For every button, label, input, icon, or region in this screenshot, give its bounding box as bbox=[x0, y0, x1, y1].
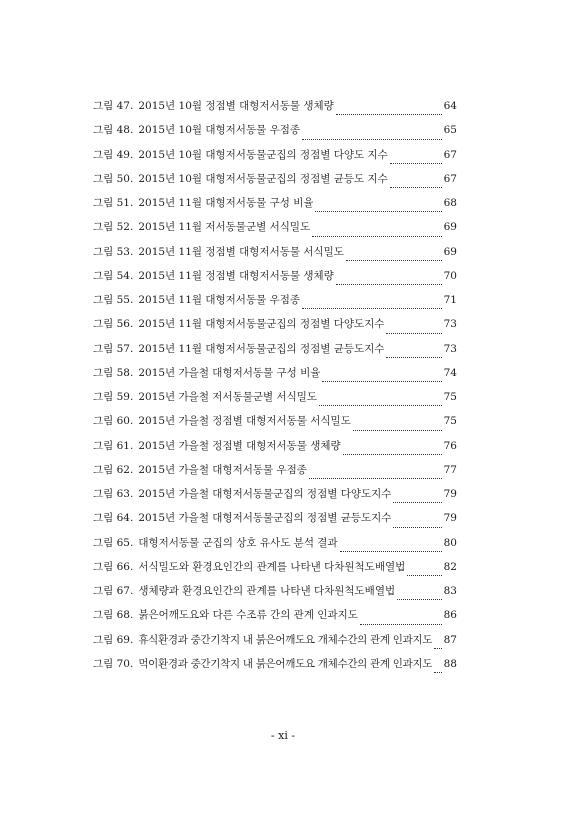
toc-entry[interactable] bbox=[93, 559, 457, 583]
page-number: 71 bbox=[443, 294, 457, 306]
figure-number: 그림 51. bbox=[93, 197, 134, 209]
page-number: 73 bbox=[443, 318, 457, 331]
page-number: 67 bbox=[443, 148, 457, 161]
page-number: 67 bbox=[443, 172, 457, 185]
page-number: 83 bbox=[443, 585, 457, 597]
page-number: 75 bbox=[443, 391, 457, 403]
figure-title: 대형저서동물 군집의 상호 유사도 분석 결과 bbox=[138, 536, 338, 549]
toc-entry[interactable] bbox=[93, 219, 457, 243]
figure-title: 2015년 11월 대형저서동물군집의 정점별 균등도지수 bbox=[138, 342, 385, 355]
page-footer-number: - xi - bbox=[270, 729, 296, 742]
toc-entry[interactable] bbox=[93, 365, 457, 389]
toc-entry[interactable] bbox=[93, 486, 457, 510]
figure-number: 그림 60. bbox=[93, 415, 134, 428]
figure-title: 2015년 가을철 저서동물군별 서식밀도 bbox=[138, 391, 318, 403]
figure-title: 2015년 11월 대형저서동물 우점종 bbox=[138, 294, 300, 306]
figure-title: 2015년 10월 정점별 대형저서동물 생체량 bbox=[138, 100, 334, 112]
dot-leader bbox=[346, 260, 442, 261]
dot-leader bbox=[393, 527, 441, 528]
dot-leader bbox=[343, 454, 442, 455]
dot-leader bbox=[393, 502, 441, 503]
figure-title: 2015년 11월 정점별 대형저서동물 생체량 bbox=[138, 269, 334, 282]
toc-entry[interactable] bbox=[93, 244, 457, 268]
page-number: 88 bbox=[443, 657, 457, 670]
page-number: 69 bbox=[443, 245, 457, 258]
toc-entry[interactable] bbox=[93, 171, 457, 195]
dot-leader bbox=[322, 381, 441, 382]
figure-title: 2015년 11월 저서동물군별 서식밀도 bbox=[138, 221, 311, 234]
figure-title: 2015년 11월 정점별 대형저서동물 서식밀도 bbox=[138, 245, 344, 258]
figure-number: 그림 61. bbox=[93, 439, 134, 452]
toc-entry[interactable] bbox=[93, 341, 457, 365]
figure-title: 2015년 11월 대형저서동물군집의 정점별 다양도지수 bbox=[138, 318, 385, 331]
dot-leader bbox=[390, 163, 442, 164]
figure-number: 그림 55. bbox=[93, 294, 134, 306]
dot-leader bbox=[315, 211, 441, 212]
page-number: 82 bbox=[443, 560, 457, 573]
figure-number: 그림 67. bbox=[93, 585, 134, 597]
toc-entry[interactable] bbox=[93, 389, 457, 413]
page-number: 70 bbox=[443, 269, 457, 282]
page-number: 79 bbox=[443, 512, 457, 525]
figure-number: 그림 48. bbox=[93, 124, 134, 137]
figure-number: 그림 68. bbox=[93, 609, 134, 622]
figure-number: 그림 63. bbox=[93, 488, 134, 500]
dot-leader bbox=[407, 575, 441, 576]
toc-entry[interactable] bbox=[93, 510, 457, 534]
figure-number: 그림 56. bbox=[93, 318, 134, 331]
dot-leader bbox=[336, 114, 442, 115]
page-number: 65 bbox=[443, 124, 457, 137]
figure-title: 2015년 10월 대형저서동물군집의 정점별 균등도 지수 bbox=[138, 172, 388, 185]
figure-title: 2015년 가을철 대형저서동물 구성 비율 bbox=[138, 366, 321, 379]
page-number: 80 bbox=[443, 536, 457, 549]
toc-entry[interactable] bbox=[93, 607, 457, 631]
dot-leader bbox=[386, 333, 441, 334]
figure-title: 먹이환경과 중간기착지 내 붉은어깨도요 개체수간의 관계 인과지도 bbox=[138, 657, 433, 670]
dot-leader bbox=[302, 139, 442, 140]
figure-number: 그림 66. bbox=[93, 560, 134, 573]
figure-number: 그림 70. bbox=[93, 657, 134, 670]
page-number: 73 bbox=[443, 342, 457, 355]
dot-leader bbox=[302, 308, 442, 309]
toc-entry[interactable] bbox=[93, 413, 457, 437]
toc-entry[interactable] bbox=[93, 438, 457, 462]
figure-number: 그림 54. bbox=[93, 269, 134, 282]
figure-title: 2015년 가을철 정점별 대형저서동물 생체량 bbox=[138, 439, 341, 452]
figure-title: 휴식환경과 중간기착지 내 붉은어깨도요 개체수간의 관계 인과지도 bbox=[138, 633, 433, 646]
figure-title: 생체량과 환경요인간의 관계를 나타낸 다차원척도배열법 bbox=[138, 585, 396, 597]
page-number: 64 bbox=[443, 100, 457, 112]
figure-title: 2015년 가을철 정점별 대형저서동물 서식밀도 bbox=[138, 415, 351, 428]
dot-leader bbox=[312, 236, 441, 237]
dot-leader bbox=[309, 478, 442, 479]
toc-entry[interactable] bbox=[93, 316, 457, 340]
page-number: 75 bbox=[443, 415, 457, 428]
dot-leader bbox=[434, 648, 441, 649]
figure-title: 서식밀도와 환경요인간의 관계를 나타낸 다차원척도배열법 bbox=[138, 560, 406, 573]
figure-title: 2015년 10월 대형저서동물 우점종 bbox=[138, 124, 300, 137]
page-number: 74 bbox=[443, 366, 457, 379]
figure-number: 그림 58. bbox=[93, 366, 134, 379]
figure-number: 그림 59. bbox=[93, 391, 134, 403]
dot-leader bbox=[340, 551, 442, 552]
page-number: 77 bbox=[443, 463, 457, 476]
figure-number: 그림 50. bbox=[93, 172, 134, 185]
figure-number: 그림 64. bbox=[93, 512, 134, 525]
dot-leader bbox=[319, 405, 442, 406]
toc-entry[interactable] bbox=[93, 195, 457, 219]
toc-entry[interactable] bbox=[93, 268, 457, 292]
toc-entry[interactable] bbox=[93, 122, 457, 146]
page-number: 69 bbox=[443, 221, 457, 234]
figure-number: 그림 49. bbox=[93, 148, 134, 161]
figure-title: 붉은어깨도요와 다른 수조류 간의 관계 인과지도 bbox=[138, 609, 358, 622]
figure-number: 그림 62. bbox=[93, 463, 134, 476]
figure-number: 그림 57. bbox=[93, 342, 134, 355]
toc-entry[interactable] bbox=[93, 462, 457, 486]
figure-number: 그림 47. bbox=[93, 100, 134, 112]
figure-number: 그림 65. bbox=[93, 536, 134, 549]
figure-title: 2015년 가을철 대형저서동물 우점종 bbox=[138, 463, 307, 476]
page-number: 68 bbox=[443, 197, 457, 209]
figure-number: 그림 69. bbox=[93, 633, 134, 646]
dot-leader bbox=[353, 430, 442, 431]
toc-entry[interactable] bbox=[93, 147, 457, 171]
dot-leader bbox=[434, 672, 441, 673]
toc-entry[interactable] bbox=[93, 656, 457, 680]
page-number: 86 bbox=[443, 609, 457, 622]
page-number: 79 bbox=[443, 488, 457, 500]
figure-number: 그림 53. bbox=[93, 245, 134, 258]
dot-leader bbox=[336, 284, 442, 285]
toc-entry[interactable] bbox=[93, 292, 457, 316]
toc-entry[interactable] bbox=[93, 583, 457, 607]
dot-leader bbox=[390, 187, 442, 188]
page-number: 76 bbox=[443, 439, 457, 452]
table-of-figures bbox=[93, 98, 457, 680]
figure-title: 2015년 10월 대형저서동물군집의 정점별 다양도 지수 bbox=[138, 148, 388, 161]
page-number: 87 bbox=[443, 633, 457, 646]
toc-entry[interactable] bbox=[93, 98, 457, 122]
toc-entry[interactable] bbox=[93, 535, 457, 559]
figure-title: 2015년 11월 대형저서동물 구성 비율 bbox=[138, 197, 314, 209]
dot-leader bbox=[397, 599, 442, 600]
figure-title: 2015년 가을철 대형저서동물군집의 정점별 다양도지수 bbox=[138, 488, 392, 500]
dot-leader bbox=[360, 624, 442, 625]
figure-number: 그림 52. bbox=[93, 221, 134, 234]
toc-entry[interactable] bbox=[93, 632, 457, 656]
figure-title: 2015년 가을철 대형저서동물군집의 정점별 균등도지수 bbox=[138, 512, 392, 525]
dot-leader bbox=[386, 357, 441, 358]
